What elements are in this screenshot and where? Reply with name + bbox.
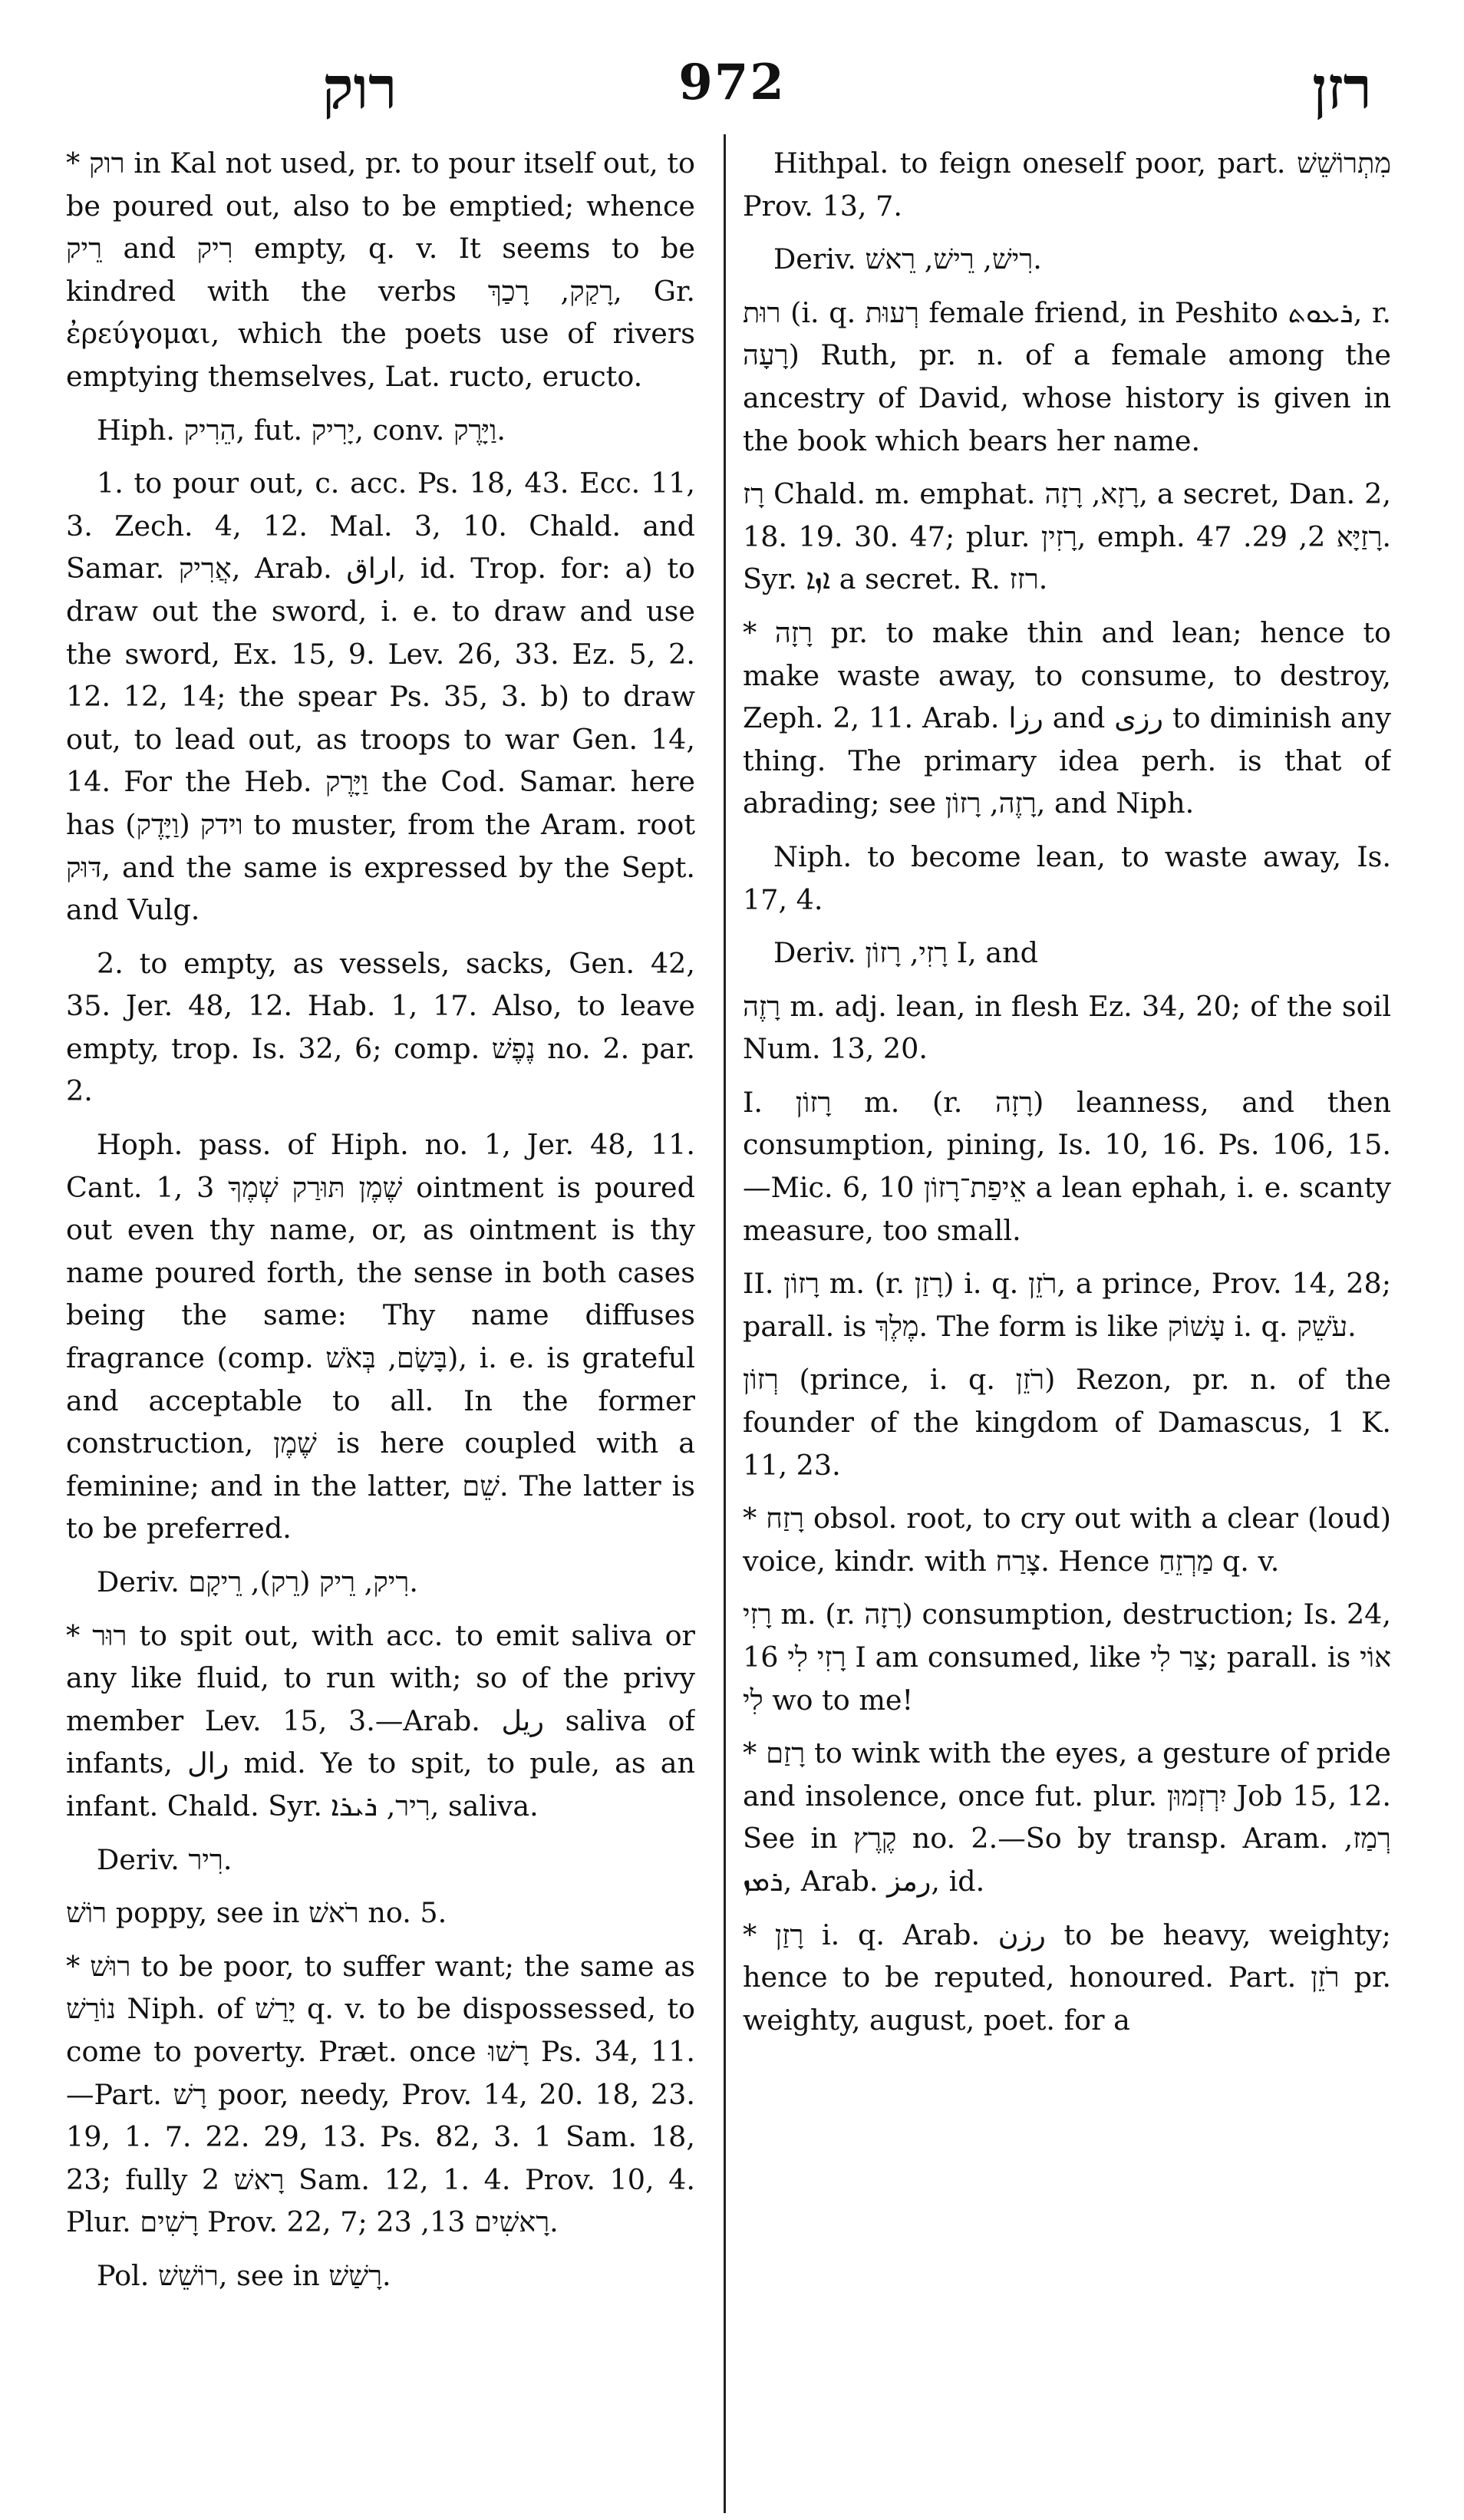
left-column (66, 142, 695, 2505)
entry-razah: * רָזָה pr. to make thin and lean; hence to make waste away, to consume, to destroy, Zeph. 2, 11. Arab. رزا and رزى to diminish any thing. The primary idea perh. is that of abrading; see רָזֶה, רָזוֹן, and Niph. (743, 615, 1391, 820)
entry-rush-hithpalel: Hithpal. to feign oneself poor, part. מִתְרוֹשֵׁשׁ Prov. 13, 7. (743, 147, 1391, 223)
entry-razeh: רָזֶה m. adj. lean, in flesh Ez. 34, 20; of the soil Num. 13, 20. (743, 989, 1391, 1066)
entry-rush-polel: Pol. רוֹשֵׁשׁ, see in רָשַׁשׁ. (97, 2258, 391, 2292)
page-number: 972 (678, 54, 786, 111)
entry-ruq-hophal: Hoph. pass. of Hiph. no. 1, Jer. 48, 11. Cant. 1, 3 שֶׁמֶן תּוּרַק שְׁמֶךָ ointment is poured out even thy name, or, as ointment is thy name poured forth, the sense in both cases being the same: Thy name diffuses fragrance (comp. בָּשָׂם, בְּאֹשׁ), i. e. is grateful and acceptable to all. In the former construction, שֶׁמֶן is here coupled with a feminine; and in the latter, שֵׁם. The latter is to be preferred. (66, 1128, 695, 1545)
column-divider (724, 134, 726, 2513)
entry-razach: * רָזַח obsol. root, to cry out with a clear (loud) voice, kindr. with צָרַח. Hence מַרְזֵחַ q. v. (743, 1502, 1391, 1578)
entry-rezon: רְזוֹן (prince, i. q. רֹזֵן) Rezon, pr. n. of the founder of the kingdom of Damascus, 1 K. 11, 23. (743, 1363, 1391, 1482)
entry-ruq-deriv: Deriv. רִיק, רֵיק (רֵק), רֵיקָם. (97, 1565, 418, 1598)
entry-rush-deriv: Deriv. רִישׁ, רֵישׁ, רֵאשׁ. (773, 242, 1042, 276)
entry-razi: רָזִי m. (r. רָזָה) consumption, destruction; Is. 24, 16 רָזִי לִי I am consumed, like צַר לִי; parall. is אוֹי לִי wo to me! (743, 1598, 1391, 1717)
entry-razon-1: I. רָזוֹן m. (r. רָזָה) leanness, and then consumption, pining, Is. 10, 16. Ps. 106, 15.—Mic. 6, 10 אֵיפַת־רָזוֹן a lean ephah, i. e. scanty measure, too small. (743, 1085, 1391, 1247)
entry-ruq-sense-2: 2. to empty, as vessels, sacks, Gen. 42, 35. Jer. 48, 12. Hab. 1, 17. Also, to leave empty, trop. Is. 32, 6; comp. נֶפֶשׁ no. 2. par. 2. (66, 946, 695, 1108)
page-header (0, 54, 1464, 153)
entry-razam: * רָזַם to wink with the eyes, a gesture of pride and insolence, once fut. plur. יִרְזְמוּן Job 15, 12. See in קֶרֶץ no. 2.—So by transp. Aram. רְמַז, ܪܡܙ, Arab. رمز, id. (743, 1737, 1391, 1898)
right-running-headword: רזן (1312, 54, 1372, 122)
entry-ruth: רוּת (i. q. רְעוּת female friend, in Peshito ܪܥܘܬ, r. רָעָה) Ruth, pr. n. of a female among the ancestry of David, whose history is given in the book which bears her name. (743, 295, 1391, 457)
entry-ruq: * רוק in Kal not used, pr. to pour itself out, to be poured out, also to be emptied; whence רֵיק and רִיק empty, q. v. It seems to be kindred with the verbs רָקַק, רָכַךְ, Gr. ἐρεύγομαι, which the poets use of rivers emptying themselves, Lat. ructo, eructo. (66, 147, 695, 393)
entry-razah-deriv: Deriv. רָזִי, רָזוֹן I, and (773, 936, 1038, 970)
entry-ruq-hiphil: Hiph. הֵרִיק, fut. יָרִיק, conv. וַיָּרֶק. (97, 413, 506, 447)
entry-raz: רָז Chald. m. emphat. רָזָא, רָזָה, a secret, Dan. 2, 18. 19. 30. 47; plur. רָזִין, emph. רָזַיָּא 2, 29. 47. Syr. ܐܙܐ a secret. R. רזז. (743, 477, 1391, 596)
right-column (743, 142, 1391, 2505)
entry-rur: * רוּר to spit out, with acc. to emit saliva or any like fluid, to run with; so of the privy member Lev. 15, 3.—Arab. ريل saliva of infants, رال mid. Ye to spit, to pule, as an infant. Chald. Syr. רִיר, ܪܝܪܐ, saliva. (66, 1618, 695, 1822)
entry-razah-niphal: Niph. to become lean, to waste away, Is. 17, 4. (743, 839, 1391, 916)
left-running-headword: רוק (322, 54, 397, 122)
entry-razon-2: II. רָזוֹן m. (r. רָזַן) i. q. רֹזֵן, a prince, Prov. 14, 28; parall. is מֶלֶךְ. The form is like עָשׁוֹק i. q. עֹשֵׁק. (743, 1267, 1391, 1343)
entry-rush: * רוּשׁ to be poor, to suffer want; the same as נוֹרַשׁ Niph. of יָרַשׁ q. v. to be dispossessed, to come to poverty. Præt. once רָשׁוּ Ps. 34, 11.—Part. רָשׁ poor, needy, Prov. 14, 20. 18, 23. 19, 1. 7. 22. 29, 13. Ps. 82, 3. 1 Sam. 18, 23; fully רָאשׁ 2 Sam. 12, 1. 4. Prov. 10, 4. Plur. רָשִׁים Prov. 22, 7; רָאשִׁים 13, 23. (66, 1949, 695, 2239)
entry-rur-deriv: Deriv. רִיר. (97, 1842, 232, 1876)
entry-razan: * רָזַן i. q. Arab. رزن to be heavy, weighty; hence to be reputed, honoured. Part. רֹזֵן pr. weighty, august, poet. for a (743, 1918, 1391, 2037)
entry-rosh-poppy: רוֹשׁ poppy, see in רֹאשׁ no. 5. (66, 1896, 447, 1930)
entry-ruq-sense-1: 1. to pour out, c. acc. Ps. 18, 43. Ecc. 11, 3. Zech. 4, 12. Mal. 3, 10. Chald. and Samar. אֲרִיק, Arab. اراق, id. Trop. for: a) to draw out the sword, i. e. to draw and use the sword, Ex. 15, 9. Lev. 26, 33. Ez. 5, 2. 12. 12, 14; the spear Ps. 35, 3. b) to draw out, to lead out, as troops to war Gen. 14, 14. For the Heb. וַיָּרֶק the Cod. Samar. here has וידק (וַיָּדֶק) to muster, from the Aram. root דּוּק, and the same is expressed by the Sept. and Vulg. (66, 467, 695, 927)
